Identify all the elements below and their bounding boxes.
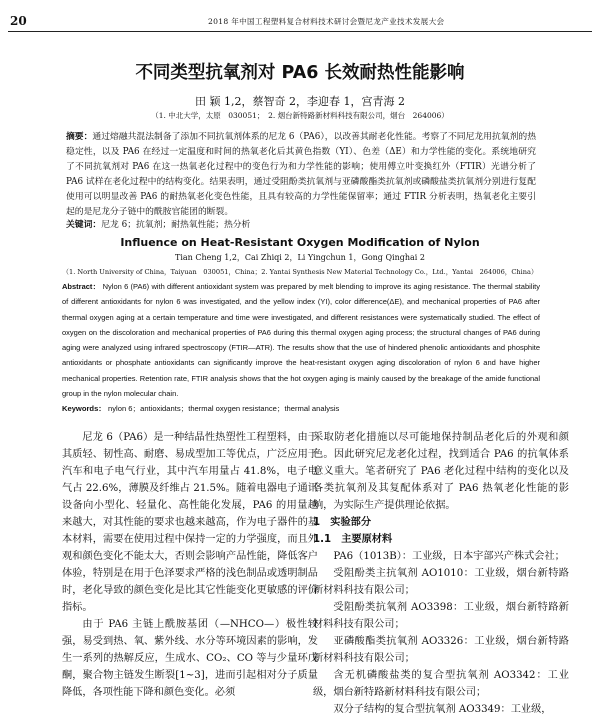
abstract-english-text: Nylon 6 (PA6) with different antioxidant system was prepared by melt blending to improve its aging resistance. The thermal stability of different antioxidants for nylon 6 was investigated, and the yellow index (YI), color difference(ΔE), and mechanical properties of PA6 after thermal oxygen aging at a certain temperature and time were investigated, and different resistances were systematically studied. The effect of oxygen on the discoloration and mechanical properties of PA6 during this thermal oxygen aging process; the structural changes of PA6 during aging were analyzed using infrared spectroscopy (FTIR—ATR). The results show that the use of hindered phenolic antioxidants and phosphite antioxidants or phosphate antioxidants can significantly improve the heat-resistant oxygen aging discoloration of nylon 6 and have higher mechanical properties. Retention rate, FTIR analysis shows that the hot oxygen aging is mainly caused by the breakage of the amide functional group in the nylon molecular chain. — [62, 282, 540, 399]
affiliation-english: （1. North University of China，Taiyuan 030051，China；2. Yantai Synthesis New Material Technology Co.，Ltd.，Yantai 264006，China） — [62, 268, 538, 276]
subsection-heading-materials: 1.1 主要原材料 — [313, 534, 393, 545]
abstract-chinese-label: 摘要： — [66, 132, 93, 142]
material-item: 含无机磷酸盐类的复合型抗氧剂 AO3342：工业级，烟台新特路新材料科技有限公司； — [313, 670, 569, 698]
authors-english: Tian Cheng 1,2，Cai Zhiqi 2，Li Yingchun 1，Gong Qinghai 2 — [175, 253, 425, 262]
keywords-chinese — [66, 217, 536, 230]
material-item: 亚磷酸酯类抗氧剂 AO3326：工业级，烟台新特路新材料科技有限公司； — [313, 636, 569, 664]
body-left-column — [62, 429, 318, 701]
material-item: 双分子结构的复合型抗氧剂 AO3349：工业级， — [333, 704, 552, 715]
page-header — [0, 0, 600, 36]
intro-paragraph-3: 采取防老化措施以尽可能地保持制品老化后的外观和颜色。因此研究尼龙老化过程，找到适合 PA6 的抗氧体系意义重大。笔者研究了 PA6 老化过程中结构的变化以及各类抗氧剂及其复配体系对了 PA6 热氧老化性能的影响，为实际生产提供理论依据。 — [313, 432, 569, 511]
intro-paragraph-2: 由于 PA6 主链上酰胺基团（—NHCO—）极性较强，易受到热、氧、紫外线、水分等环境因素的影响，发生一系列的热解反应，生成水、CO₂、CO 等与少量环戊酮，聚合物主链发生断裂[1~3]，进而引起相对分子质量降低，各项性能下降和颜色变化。必须 — [62, 619, 318, 698]
keywords-chinese-text: 尼龙 6；抗氧剂；耐热氧性能；热分析 — [101, 220, 251, 230]
material-item: 受阻酚类抗氧剂 AO3398：工业级，烟台新特路新材料科技有限公司； — [313, 602, 569, 630]
abstract-chinese — [66, 130, 536, 220]
title-english: Influence on Heat-Resistant Oxygen Modification of Nylon — [120, 236, 480, 249]
body-right-column — [313, 429, 569, 718]
keywords-english-label: Keywords： — [62, 404, 106, 413]
section-heading-experiment: 1 实验部分 — [313, 517, 372, 528]
keywords-english — [62, 403, 540, 414]
material-item: PA6（1013B）：工业级，日本宇部兴产株式会社； — [333, 551, 565, 562]
abstract-english — [62, 279, 540, 401]
title-chinese: 不同类型抗氧剂对 PA6 长效耐热性能影响 — [135, 63, 465, 83]
keywords-english-text: nylon 6；antioxidants；thermal oxygen resistance；thermal analysis — [108, 404, 340, 413]
abstract-english-label: Abstract： — [62, 282, 101, 291]
authors-chinese: 田 颖 1,2，蔡智奇 2，李迎春 1，宫青海 2 — [195, 95, 405, 108]
intro-paragraph-1: 尼龙 6（PA6）是一种结晶性热塑性工程塑料，由于其质轻、韧性高、耐磨、易成型加工等优点，广泛应用于汽车和电子电气行业，其中汽车用量占 41.8%，电子电气占 22.6%，薄膜及纤维占 21.5%。随着电器电子通讯设备向小型化、轻量化、高性能化发展，PA6 的用量越来越大，对其性能的要求也越来越高，作为电子器件的基本材料，需要在使用过程中保持一定的力学强度，而且外观和颜色变化不能太大，否则会影响产品性能，降低客户体验，特别是在用于色泽要求严格的浅色制品或透明制品时，老化导致的颜色变化是比其它性能变化更敏感的评价指标。 — [62, 432, 318, 613]
running-header: 2018 年中国工程塑料复合材料技术研讨会暨尼龙产业技术发展大会 — [208, 17, 445, 26]
keywords-chinese-label: 关键词： — [66, 220, 102, 230]
material-item: 受阻酚类主抗氧剂 AO1010：工业级，烟台新特路新材料科技有限公司； — [313, 568, 569, 596]
affiliation-chinese: （1. 中北大学，太原 030051； 2. 烟台新特路新材料科技有限公司，烟台 264006） — [151, 111, 449, 120]
page-number: 20 — [10, 14, 27, 28]
abstract-chinese-text: 通过熔融共混法制备了添加不同抗氧剂体系的尼龙 6（PA6），以改善其耐老化性能。考察了不同尼龙用抗氧剂的热稳定性，以及 PA6 在经过一定温度和时间的热氧老化后其黄色指数（YI）、色差（ΔE）和力学性能的变化。系统地研究了不同抗氧剂对 PA6 在这一热氧老化过程中的变色行为和力学性能的影响；使用傅立叶变换红外（FTIR）光谱分析了 PA6 试样在老化过程中的结构变化。结果表明，通过受阻酚类抗氧剂与亚磷酸酯类抗氧剂或磷酸盐类抗氧剂分别进行复配使用可以明显改善 PA6 的耐热氧老化变色性能，且具有较高的力学性能保留率；通过 FTIR 分析表明，热氧老化主要引起的是尼龙分子链中的酰胺官能团的断裂。 — [66, 132, 536, 217]
header-rule — [8, 31, 592, 32]
